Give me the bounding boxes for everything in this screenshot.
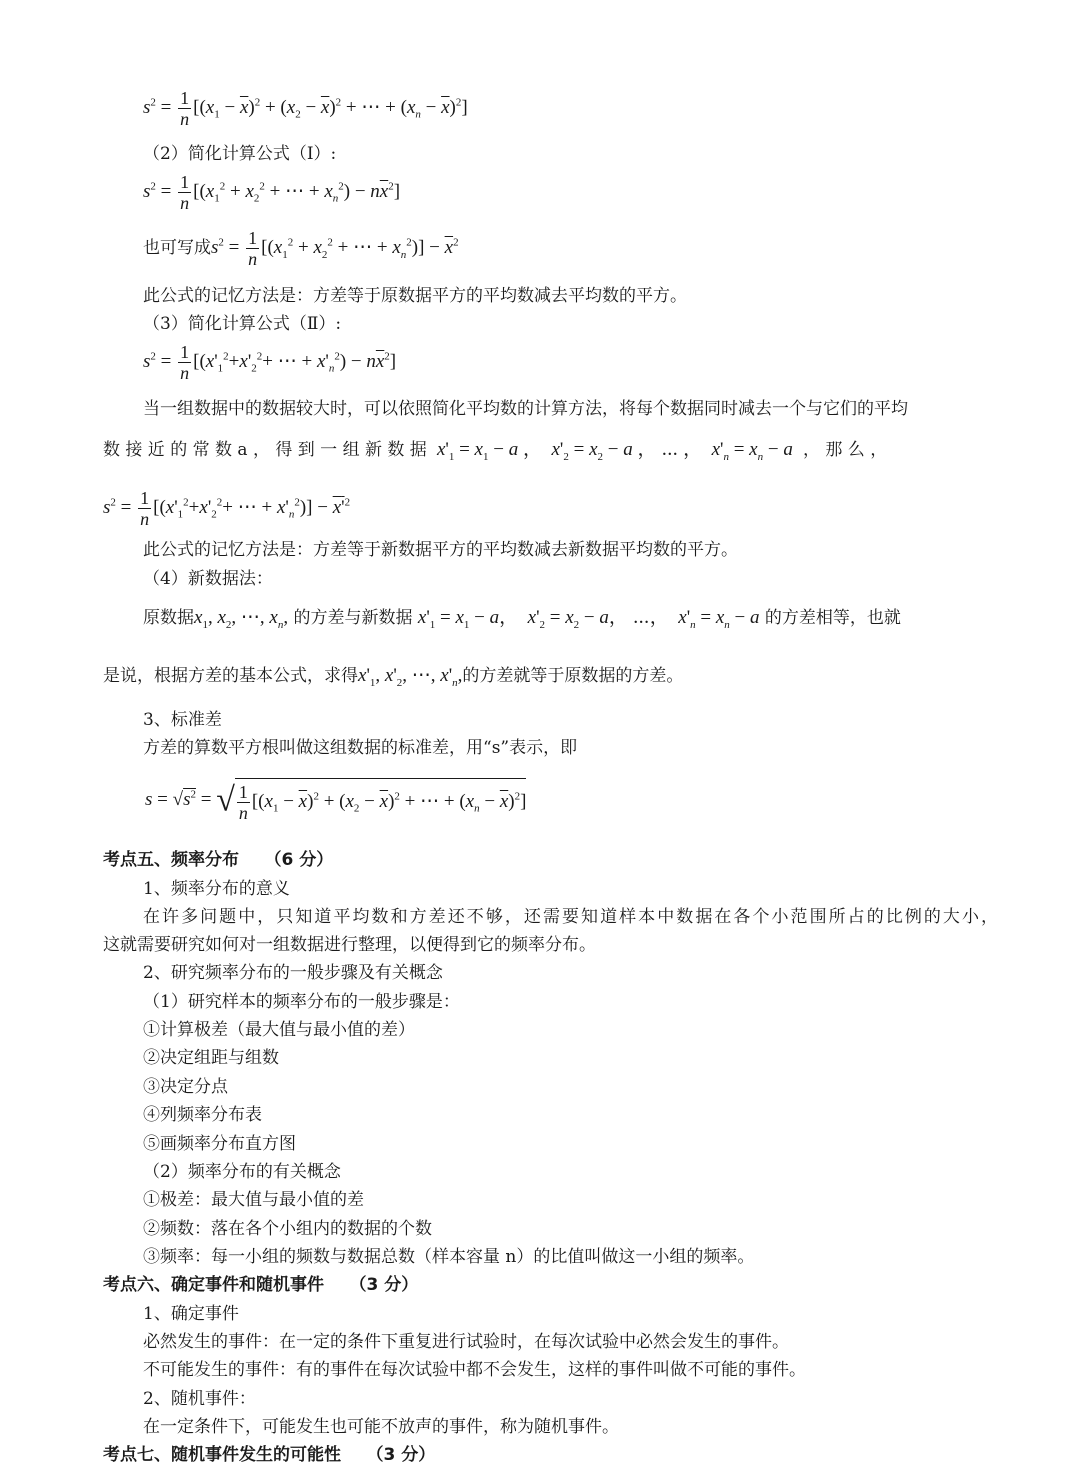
formula-variance-simplified-2: $s^2$ = $\frac{1}{n}$ [($x'_1^2+x'_2^2+$ ⋯ + $x'_n^2) - n\overline{x}^2$] bbox=[143, 342, 397, 383]
text-line: 2、随机事件： bbox=[143, 1389, 256, 1409]
list-item: ①极差：最大值与最小值的差 bbox=[143, 1190, 364, 1210]
text-line-new-data bbox=[103, 438, 887, 462]
text-fragment: 的方差与新数据 bbox=[293, 608, 413, 628]
list-item: ④列频率分布表 bbox=[143, 1105, 262, 1125]
text-line: 此公式的记忆方法是：方差等于新数据平方的平均数减去新数据平均数的平方。 bbox=[143, 540, 738, 560]
list-item: ⑤画频率分布直方图 bbox=[143, 1134, 296, 1154]
text-line-new-data-method: 原数据$x_1$, $x_2$, ⋯, $x_n$, 的方差与新数据 $x'_1 = x_1 - a$， $x'_2 = x_2 - a$， ⋯， $x'_n = x_n - a$ 的方差相等，也就 bbox=[143, 607, 901, 631]
text-fragment: 也可写成 bbox=[143, 237, 211, 258]
text-line: （2）简化计算公式（Ⅰ）: bbox=[143, 144, 337, 164]
text-line-conclusion: 是说，根据方差的基本公式，求得$x'_1$, $x'_2$, ⋯, $x'_n$,的方差就等于原数据的方差。 bbox=[103, 665, 684, 689]
text-line: 在许多问题中，只知道平均数和方差还不够，还需要知道样本中数据在各个小范围所占的比例的大小， bbox=[143, 907, 998, 927]
text-line: 这就需要研究如何对一组数据进行整理，以便得到它的频率分布。 bbox=[103, 935, 596, 955]
fraction-1-over-n: $\frac{1}{n}$ bbox=[248, 228, 258, 269]
heading-kaodian-6: 考点六、确定事件和随机事件 （3 分） bbox=[103, 1275, 419, 1295]
list-item: ②决定组距与组数 bbox=[143, 1048, 279, 1068]
formula-variance-basic: $s^2$ = $\frac{1}{n}$ [$(x_1 - \overline{x})^2 + (x_2 - \overline{x})^2$ + ⋯ + $(x_n - \overline{x})^2$] bbox=[143, 88, 468, 129]
heading-kaodian-7: 考点七、随机事件发生的可能性 （3 分） bbox=[103, 1445, 436, 1465]
formula-variance-new-data: $s^2$ = $\frac{1}{n}$ [($x'_1^2+x'_2^2+$ ⋯ + $x'_n^2)] - x'^2$ bbox=[103, 488, 351, 529]
list-item: ③频率：每一小组的频数与数据总数（样本容量 n）的比值叫做这一小组的频率。 bbox=[143, 1247, 755, 1267]
text-line: 1、确定事件 bbox=[143, 1304, 239, 1324]
fraction-1-over-n: $\frac{1}{n}$ bbox=[180, 342, 190, 383]
fraction-1-over-n: $\frac{1}{n}$ bbox=[238, 782, 248, 823]
text-line: 不可能发生的事件：有的事件在每次试验中都不会发生，这样的事件叫做不可能的事件。 bbox=[143, 1360, 806, 1380]
fraction-1-over-n: $\frac{1}{n}$ bbox=[180, 172, 190, 213]
text-line: 1、频率分布的意义 bbox=[143, 879, 290, 899]
text-fragment: 是说，根据方差的基本公式，求得 bbox=[103, 666, 358, 686]
text-line: 2、研究频率分布的一般步骤及有关概念 bbox=[143, 963, 443, 983]
fraction-1-over-n: $\frac{1}{n}$ bbox=[180, 88, 190, 129]
list-item: ①计算极差（最大值与最小值的差） bbox=[143, 1020, 415, 1040]
text-fragment: 数 接 近 的 常 数 a ， 得 到 一 组 新 数 据 bbox=[103, 440, 427, 460]
formula-new-data: $x'_1 = x_1 - a$ ， $x'_2 = x_2 - a$ ， ⋯ ， $x'_n = x_n - a$ bbox=[436, 439, 793, 463]
text-fragment: 的方差就等于原数据的方差。 bbox=[462, 666, 684, 686]
text-line: （4）新数据法： bbox=[143, 569, 273, 589]
formula-variance-alt: 也可写成$s^2$ = $\frac{1}{n}$ [($x_1^2 + x_2^2$ + ⋯ + $x_n^2)] - \overline{x}^2$ bbox=[143, 228, 459, 269]
text-line: 必然发生的事件：在一定的条件下重复进行试验时，在每次试验中必然会发生的事件。 bbox=[143, 1332, 789, 1352]
text-line: （1）研究样本的频率分布的一般步骤是： bbox=[143, 992, 460, 1012]
text-line: （3）简化计算公式（Ⅱ）: bbox=[143, 314, 342, 334]
text-line: 方差的算数平方根叫做这组数据的标准差，用“s”表示，即 bbox=[143, 738, 578, 758]
fraction-1-over-n: $\frac{1}{n}$ bbox=[140, 488, 150, 529]
text-line: （2）频率分布的有关概念 bbox=[143, 1162, 341, 1182]
text-line: 此公式的记忆方法是：方差等于原数据平方的平均数减去平均数的平方。 bbox=[143, 286, 687, 306]
formula-variance-simplified-1: $s^2$ = $\frac{1}{n}$ [($x_1^2 + x_2^2$ + ⋯ + $x_n^2) - n\overline{x}^2$] bbox=[143, 172, 401, 213]
text-fragment: ， 那 么 ， bbox=[802, 440, 888, 460]
list-item: ③决定分点 bbox=[143, 1077, 228, 1097]
sqrt-expression: √ $\frac{1}{n}$ [$(x_1 - \overline{x})^2 + (x_2 - \overline{x})^2$ + ⋯ + $(x_n - \overline{x})^2$] bbox=[216, 778, 526, 823]
formula-standard-deviation: $s = √s^2$ = √ $\frac{1}{n}$ [$(x_1 - \overline{x})^2 + (x_2 - \overline{x})^2$ + ⋯ + $(x_n - \overline{x})^2$] bbox=[145, 778, 526, 823]
text-fragment: 原数据 bbox=[143, 608, 194, 628]
subheading-standard-deviation: 3、标准差 bbox=[143, 710, 222, 730]
text-line: 当一组数据中的数据较大时，可以依照简化平均数的计算方法，将每个数据同时减去一个与它们的平均 bbox=[143, 399, 908, 419]
sqrt-symbol: √ bbox=[172, 788, 184, 810]
list-item: ②频数：落在各个小组内的数据的个数 bbox=[143, 1219, 432, 1239]
text-line: 在一定条件下，可能发生也可能不放声的事件，称为随机事件。 bbox=[143, 1417, 619, 1437]
heading-kaodian-5: 考点五、频率分布 （6 分） bbox=[103, 850, 334, 870]
text-fragment: 的方差相等，也就 bbox=[764, 608, 901, 628]
